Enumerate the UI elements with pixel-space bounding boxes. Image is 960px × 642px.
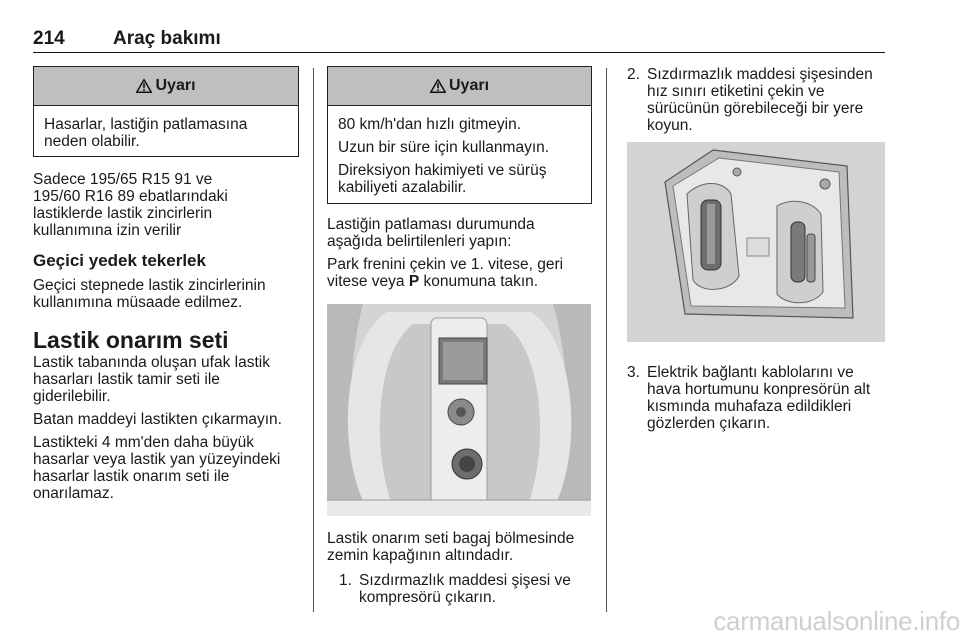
paragraph-kit-location: Lastik onarım seti bagaj bölmesinde zemin kapağının altındadır.: [327, 530, 575, 564]
paragraph-limitations: Lastikteki 4 mm'den daha büyük hasarlar veya lastik yan yüzeyindeki hasarlar lastik onarım seti ile onarılamaz.: [33, 434, 281, 502]
paragraph-park-brake: Park frenini çekin ve 1. vitese, geri vitese veya P konumuna takın.: [327, 256, 564, 290]
warning-line-speed: 80 km/h'dan hızlı gitmeyin.: [338, 116, 522, 133]
paragraph-kit-intro: Lastik tabanında oluşan ufak lastik hasarları lastik tamir seti ile giderilebilir.: [33, 354, 270, 405]
step-number: 1.: [339, 572, 352, 589]
watermark-text: carmanualsonline.info: [713, 606, 960, 636]
step-text: Elektrik bağlantı kablolarını ve hava hortumunu konpresörün alt kısmında muhafaza edildikleri gözlerden çıkarın.: [647, 364, 871, 432]
warning-body: [34, 106, 298, 164]
warning-triangle-icon: [136, 79, 152, 93]
warning-header: [328, 67, 591, 106]
heading-repair-kit: Lastik onarım seti: [33, 327, 229, 353]
step-2: [627, 66, 887, 134]
repair-kit-illustration: [627, 142, 885, 342]
column-right: [627, 66, 887, 432]
warning-line-handling: Direksiyon hakimiyeti ve sürüş kabiliyeti azalabilir.: [338, 162, 547, 196]
page-header: [33, 26, 885, 53]
warning-box: [33, 66, 299, 157]
step-number: 2.: [627, 66, 640, 83]
warning-body: [328, 106, 591, 210]
step-1: [327, 572, 592, 606]
section-title: Araç bakımı: [113, 28, 221, 49]
warning-triangle-icon: [430, 79, 446, 93]
warning-box: [327, 66, 592, 204]
warning-text: Hasarlar, lastiğin patlamasına neden olabilir.: [44, 116, 248, 150]
paragraph-spare-chains: Geçici stepnede lastik zincirlerinin kullanımına müsaade edilmez.: [33, 277, 266, 311]
paragraph-tire-chains: Sadece 195/65 R15 91 ve 195/60 R16 89 ebatlarındaki lastiklerde lastik zincirlerin kullanımına izin verilir: [33, 171, 228, 239]
paragraph-flat-tire: Lastiğin patlaması durumunda aşağıda belirtilenleri yapın:: [327, 216, 535, 250]
heading-spare-wheel: Geçici yedek tekerlek: [33, 251, 206, 270]
page-number: 214: [33, 28, 65, 49]
step-number: 3.: [627, 364, 640, 381]
warning-title: Uyarı: [448, 77, 490, 94]
warning-header: [34, 67, 298, 106]
step-text: Sızdırmazlık maddesi şişesi ve kompresörü çıkarın.: [359, 572, 571, 606]
column-middle: [327, 66, 592, 606]
warning-line-duration: Uzun bir süre için kullanmayın.: [338, 139, 550, 156]
paragraph-do-not-remove: Batan maddeyi lastikten çıkarmayın.: [33, 411, 282, 428]
step-text: Sızdırmazlık maddesi şişesinden hız sınırı etiketini çekin ve sürücünün görebileceği bir yere koyun.: [647, 66, 873, 134]
column-left: [33, 66, 299, 502]
warning-title: Uyarı: [155, 77, 196, 94]
step-3: [627, 364, 887, 432]
trunk-floor-illustration: [327, 304, 591, 516]
column-divider: [606, 68, 607, 612]
column-divider: [313, 68, 314, 612]
